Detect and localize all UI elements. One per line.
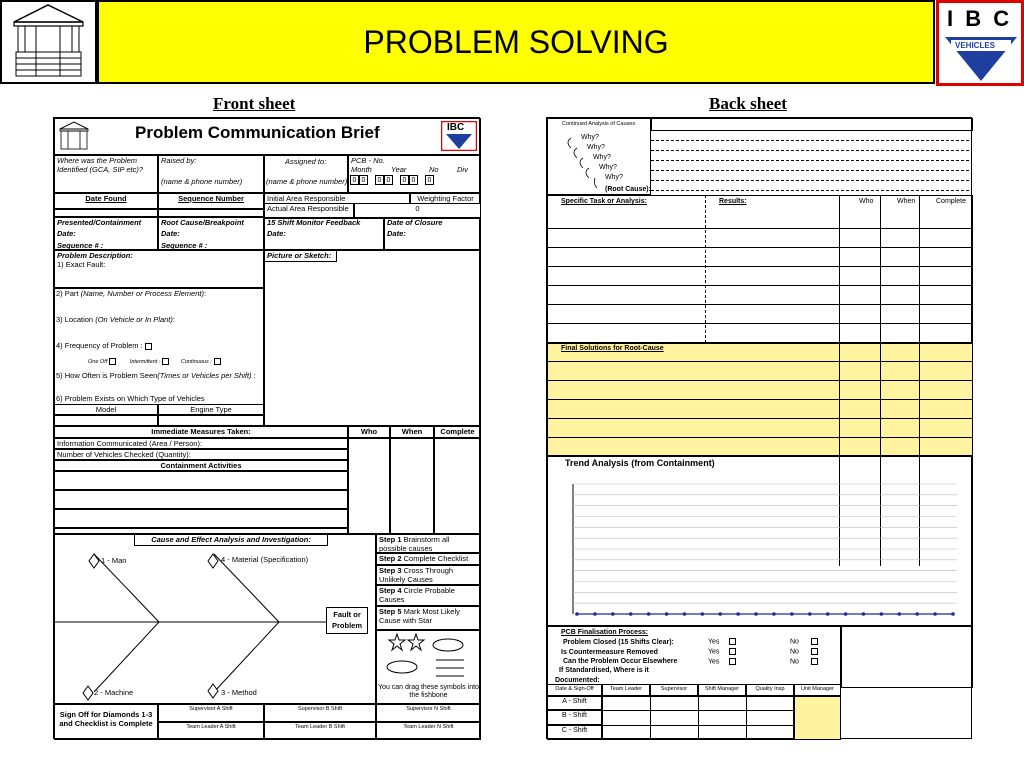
star-icon bbox=[408, 634, 424, 650]
pcb-digit-box[interactable]: 0 bbox=[409, 175, 418, 185]
weighting-factor-cell: Weighting Factor bbox=[410, 193, 481, 209]
pcb-digit-box[interactable]: 0 bbox=[375, 175, 384, 185]
ibc-logo-text: I B C bbox=[947, 6, 1013, 31]
immediate-measures-header: Immediate Measures Taken: bbox=[54, 426, 348, 438]
model-cell: Model bbox=[54, 404, 158, 415]
page-header bbox=[0, 0, 1024, 86]
root-cause-sequence: Sequence # : bbox=[161, 241, 208, 250]
no-3: No bbox=[790, 658, 818, 665]
data-point bbox=[683, 612, 687, 616]
no-label: No bbox=[429, 165, 439, 174]
data-point bbox=[862, 612, 866, 616]
data-point bbox=[951, 612, 955, 616]
trend-title: Trend Analysis (from Containment) bbox=[565, 458, 715, 468]
pcb-digit-box[interactable]: 0 bbox=[350, 175, 359, 185]
presented-date: Date: bbox=[57, 229, 76, 238]
root-cause-date: Date: bbox=[161, 229, 180, 238]
documented-label: Documented: bbox=[555, 677, 600, 684]
page-title: PROBLEM SOLVING bbox=[97, 0, 935, 84]
data-point bbox=[790, 612, 794, 616]
data-point bbox=[844, 612, 848, 616]
drag-hint: You can drag these symbols into the fishbone bbox=[378, 684, 479, 700]
assigned-to-cell bbox=[264, 155, 348, 193]
yes-checkbox[interactable] bbox=[729, 638, 736, 645]
ibc-logo-sub: VEHICLES bbox=[955, 41, 996, 50]
data-point bbox=[611, 612, 615, 616]
why-item: Why? bbox=[581, 134, 599, 141]
complete-header: Complete bbox=[434, 426, 481, 438]
raised-by-cell bbox=[158, 155, 264, 193]
diamond-2-icon bbox=[83, 686, 93, 700]
containment-row[interactable] bbox=[54, 471, 348, 490]
vehicles-checked-cell: Number of Vehicles Checked (Quantity): bbox=[54, 449, 348, 460]
month-label: Month bbox=[351, 165, 372, 174]
why-item: Why? bbox=[593, 154, 611, 161]
standardised-label: If Standardised, Where is it bbox=[559, 667, 649, 674]
supervisor-a-cell[interactable]: Supervisor A Shift bbox=[158, 704, 264, 722]
presented-label: Presented/Containment bbox=[57, 218, 142, 227]
finalisation-blank bbox=[841, 626, 973, 688]
frequency-checkbox[interactable] bbox=[145, 343, 152, 350]
final-solutions-header: Final Solutions for Root-Cause bbox=[561, 345, 664, 352]
supervisor-b-cell[interactable]: Supervisor B Shift bbox=[264, 704, 376, 722]
continuous-checkbox[interactable] bbox=[214, 358, 221, 365]
step-5: Step 5 Mark Most Likely Cause with Star bbox=[376, 606, 481, 630]
ellipse-icon bbox=[387, 661, 417, 673]
specific-task-header: Specific Task or Analysis: bbox=[561, 198, 647, 205]
pcb-final-label: PCB Finalisation Process: bbox=[561, 629, 649, 636]
why-item: Why? bbox=[587, 144, 605, 151]
pcb-no-cell bbox=[348, 155, 481, 193]
closed-label: Problem Closed (15 Shifts Clear): bbox=[563, 639, 674, 646]
data-point bbox=[897, 612, 901, 616]
data-point bbox=[808, 612, 812, 616]
complete-header: Complete bbox=[936, 198, 966, 205]
pcb-no-label: PCB - No. bbox=[351, 156, 385, 165]
complete-column[interactable] bbox=[434, 438, 481, 534]
exact-fault-label: 1) Exact Fault: bbox=[57, 259, 106, 269]
step-4: Step 4 Circle Probable Causes bbox=[376, 585, 481, 606]
why-item: Why? bbox=[605, 174, 623, 181]
unit-manager-header: Unit Manager bbox=[794, 684, 841, 696]
data-point bbox=[754, 612, 758, 616]
div-label: Div bbox=[457, 165, 468, 174]
data-point bbox=[593, 612, 597, 616]
when-header: When bbox=[897, 198, 916, 205]
no-checkbox[interactable] bbox=[811, 638, 818, 645]
pcb-digits bbox=[350, 175, 439, 185]
diamond-1-icon bbox=[89, 554, 99, 568]
how-often-label: 5) How Often is Problem Seen(Times or Vehicles per Shift) : bbox=[56, 371, 256, 380]
when-header: When bbox=[390, 426, 434, 438]
front-sheet bbox=[53, 117, 480, 739]
why-chain-arrows bbox=[563, 134, 603, 192]
no-1: No bbox=[790, 638, 818, 645]
closure-date: Date: bbox=[387, 229, 406, 238]
ellipse-icon bbox=[433, 639, 463, 651]
yes-2: Yes bbox=[708, 648, 736, 655]
one-off-checkbox[interactable] bbox=[109, 358, 116, 365]
data-point bbox=[772, 612, 776, 616]
front-sheet-label: Front sheet bbox=[213, 94, 296, 113]
closure-label: Date of Closure bbox=[387, 218, 443, 227]
problem-description-cell bbox=[54, 250, 264, 288]
step-1: Step 1 Brainstorm all possible causes bbox=[376, 534, 481, 553]
star-icon bbox=[389, 634, 405, 650]
root-cause-cell bbox=[158, 217, 264, 250]
ibc-logo bbox=[936, 0, 1024, 86]
no-2: No bbox=[790, 648, 818, 655]
who-header: Who bbox=[348, 426, 390, 438]
containment-row[interactable] bbox=[54, 490, 348, 509]
picture-sketch-label: Picture or Sketch: bbox=[264, 250, 337, 262]
front-title: Problem Communication Brief bbox=[135, 123, 380, 142]
actual-area-cell: Actual Area Responsible bbox=[264, 203, 354, 219]
countermeasure-label: Is Countermeasure Removed bbox=[561, 649, 658, 656]
containment-header: Containment Activities bbox=[54, 460, 348, 471]
who-header: Who bbox=[859, 198, 874, 205]
raised-by-name-phone: (name & phone number) bbox=[161, 177, 243, 186]
cause-effect-header: Cause and Effect Analysis and Investigation: bbox=[134, 534, 328, 546]
pcb-digit-box[interactable]: 0 bbox=[359, 175, 368, 185]
task-table bbox=[547, 195, 973, 343]
info-communicated-cell: Information Communicated (Area / Person): bbox=[54, 438, 348, 449]
building-icon bbox=[2, 2, 95, 82]
yes-1: Yes bbox=[708, 638, 736, 645]
no-checkbox[interactable] bbox=[811, 648, 818, 655]
engine-type-cell: Engine Type bbox=[158, 404, 264, 415]
monitor-cell bbox=[264, 217, 384, 250]
assigned-to-label: Assigned to: bbox=[285, 157, 327, 166]
pcb-digit-box[interactable]: 0 bbox=[425, 175, 434, 185]
monitor-date: Date: bbox=[267, 229, 286, 238]
problem-description-label: Problem Description: bbox=[57, 251, 133, 260]
supervisor-header: Supervisor bbox=[650, 684, 698, 696]
data-point bbox=[718, 612, 722, 616]
building-logo bbox=[0, 0, 97, 84]
pcb-digit-box[interactable]: 0 bbox=[384, 175, 393, 185]
weight-value: 0 bbox=[354, 203, 481, 219]
intermittent-checkbox[interactable] bbox=[162, 358, 169, 365]
back-sheet-label: Back sheet bbox=[709, 94, 787, 113]
data-point bbox=[915, 612, 919, 616]
date-found-value bbox=[54, 209, 158, 217]
occur-elsewhere-label: Can the Problem Occur Elsewhere bbox=[563, 658, 678, 665]
analysis-line[interactable] bbox=[651, 118, 973, 131]
frequency-options: One Off Intermittent : Continuous : bbox=[88, 358, 221, 365]
material-label: 4 - Material (Specification) bbox=[221, 555, 309, 564]
step-3: Step 3 Cross Through Unlikely Causes bbox=[376, 565, 481, 585]
b-shift-row: B - Shift bbox=[547, 710, 602, 725]
raised-by-label: Raised by: bbox=[161, 156, 197, 165]
shift-manager-header: Shift Manager bbox=[698, 684, 746, 696]
date-signoff-header: Date & Sign-Off bbox=[547, 684, 602, 696]
team-leader-a-cell[interactable]: Team Leader A Shift bbox=[158, 722, 264, 740]
when-column[interactable] bbox=[390, 438, 434, 534]
unit-manager-signoff[interactable] bbox=[794, 696, 841, 740]
why-item: Why? bbox=[599, 164, 617, 171]
engine-type-value[interactable] bbox=[158, 415, 264, 426]
drag-symbols[interactable] bbox=[378, 633, 479, 683]
sequence-number-cell: Sequence Number bbox=[158, 193, 264, 209]
location-label: 3) Location (On Vehicle or In Plant): bbox=[56, 315, 175, 324]
method-label: 3 - Method bbox=[221, 688, 257, 697]
step-2: Step 2 Complete Checklist bbox=[376, 553, 481, 565]
model-value[interactable] bbox=[54, 415, 158, 426]
frequency-label: 4) Frequency of Problem : bbox=[56, 342, 152, 350]
date-found-cell: Date Found bbox=[54, 193, 158, 209]
team-leader-n-cell[interactable]: Team Leader N Shift bbox=[376, 722, 481, 740]
who-column[interactable] bbox=[348, 438, 390, 534]
data-point bbox=[665, 612, 669, 616]
data-point bbox=[826, 612, 830, 616]
building-small-icon bbox=[57, 121, 91, 151]
data-point bbox=[880, 612, 884, 616]
man-label: 1 - Man bbox=[101, 556, 127, 565]
sign-off-cell: Sign Off for Diamonds 1-3 and Checklist is Complete bbox=[54, 704, 158, 740]
yes-checkbox[interactable] bbox=[729, 648, 736, 655]
supervisor-n-cell[interactable]: Supervisor N Shift bbox=[376, 704, 481, 722]
data-point bbox=[736, 612, 740, 616]
a-shift-row: A - Shift bbox=[547, 696, 602, 710]
assigned-name-phone: (name & phone number) bbox=[266, 177, 348, 186]
containment-row[interactable] bbox=[54, 509, 348, 528]
presented-cell bbox=[54, 217, 158, 250]
part-label: 2) Part (Name, Number or Process Element): bbox=[56, 289, 207, 298]
data-point bbox=[701, 612, 705, 616]
sequence-number-value bbox=[158, 209, 264, 217]
year-label: Year bbox=[391, 165, 407, 174]
yes-checkbox[interactable] bbox=[729, 658, 736, 665]
monitor-label: 15 Shift Monitor Feedback bbox=[267, 218, 361, 227]
picture-sketch-area[interactable] bbox=[264, 250, 481, 426]
presented-sequence: Sequence # : bbox=[57, 241, 104, 250]
machine-label: 2 - Machine bbox=[94, 688, 134, 697]
root-cause-label: (Root Cause): bbox=[605, 186, 651, 193]
data-point bbox=[575, 612, 579, 616]
data-point bbox=[647, 612, 651, 616]
continued-analysis-label: Continued Analysis of Causes bbox=[562, 121, 636, 127]
closure-cell bbox=[384, 217, 481, 250]
where-identified-cell: Where was the Problem Identified (GCA, SIP etc)? bbox=[54, 155, 158, 193]
ibc-small-logo-text: IBC bbox=[447, 122, 465, 133]
yes-3: Yes bbox=[708, 658, 736, 665]
no-checkbox[interactable] bbox=[811, 658, 818, 665]
root-cause-label: Root Cause/Breakpoint bbox=[161, 218, 244, 227]
data-point bbox=[629, 612, 633, 616]
vehicle-types-label: 6) Problem Exists on Which Type of Vehicles bbox=[56, 394, 205, 403]
data-point bbox=[933, 612, 937, 616]
team-leader-header: Team Leader bbox=[602, 684, 650, 696]
diamond-3-icon bbox=[208, 684, 218, 698]
team-leader-b-cell[interactable]: Team Leader B Shift bbox=[264, 722, 376, 740]
trend-chart bbox=[557, 476, 965, 621]
back-sheet bbox=[546, 117, 972, 739]
quality-header: Quality Insp bbox=[746, 684, 794, 696]
results-header: Results: bbox=[719, 198, 747, 205]
initial-area-cell: Initial Area Responsible bbox=[264, 193, 410, 209]
c-shift-row: C - Shift bbox=[547, 725, 602, 740]
fault-problem-box: Fault or Problem bbox=[326, 607, 368, 634]
pcb-digit-box[interactable]: 0 bbox=[400, 175, 409, 185]
